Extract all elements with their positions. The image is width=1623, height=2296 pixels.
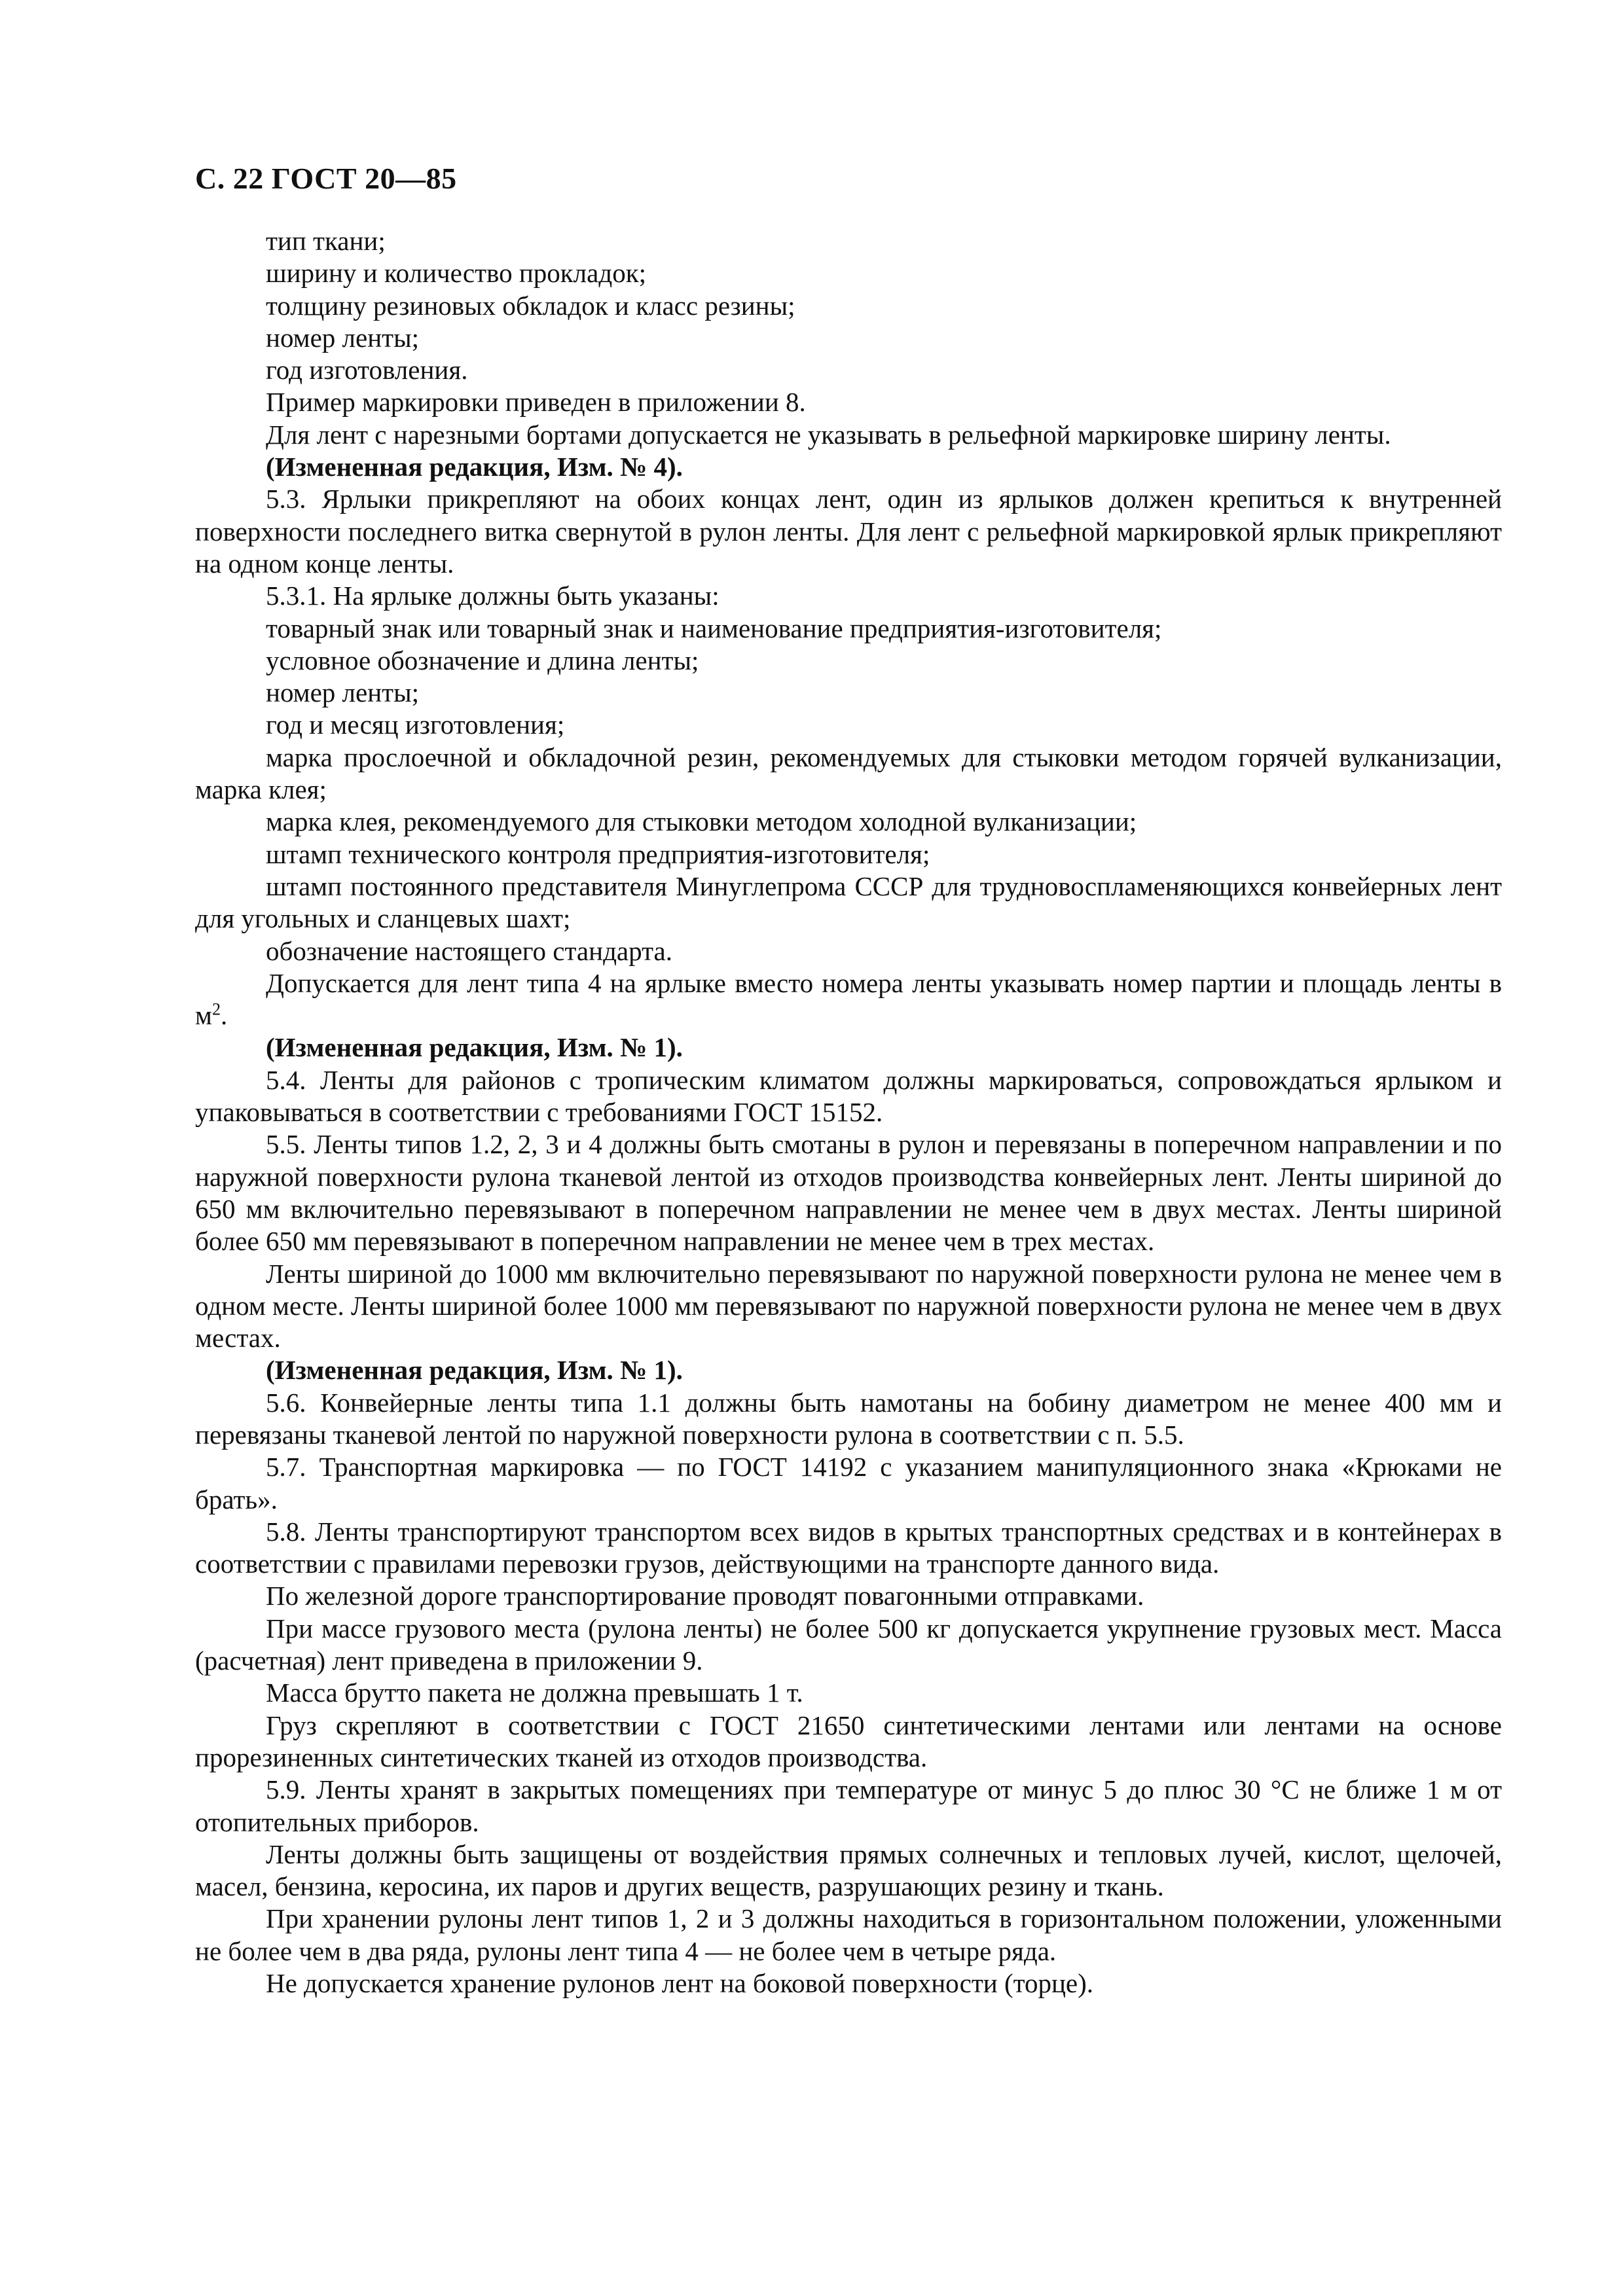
paragraph-text: (Измененная редакция, Изм. № 1). <box>266 1032 683 1063</box>
paragraph-text: номер ленты; <box>266 322 420 353</box>
paragraph <box>195 1839 1502 1903</box>
paragraph-text: По железной дороге транспортирование проводят повагонными отправками. <box>266 1581 1144 1611</box>
document-body <box>195 225 1502 2000</box>
paragraph <box>195 935 1502 967</box>
paragraph <box>195 1710 1502 1774</box>
paragraph <box>195 967 1502 1032</box>
paragraph <box>195 290 1502 322</box>
revision-note <box>195 1354 1502 1386</box>
paragraph <box>195 1258 1502 1355</box>
paragraph-text: год и месяц изготовления; <box>266 709 565 740</box>
paragraph-text: 5.8. Ленты транспортируют транспортом всех видов в крытых транспортных средствах и в контейнерах в соответствии с правилами перевозки грузов, действующими на транспорте данного вида. <box>195 1516 1502 1579</box>
paragraph <box>195 1128 1502 1257</box>
paragraph <box>195 709 1502 741</box>
paragraph-text: ширину и количество прокладок; <box>266 258 647 289</box>
paragraph <box>195 870 1502 935</box>
paragraph-text: 5.3. Ярлыки прикрепляют на обоих концах лент, один из ярлыков должен крепиться к внутренней поверхности последнего витка свернутой в рулон ленты. Для лент с рельефной маркировкой ярлык прикрепляют на одном конце ленты. <box>195 484 1502 579</box>
paragraph-text: Не допускается хранение рулонов лент на боковой поверхности (торце). <box>266 1968 1094 1999</box>
paragraph <box>195 1580 1502 1612</box>
page-header: С. 22 ГОСТ 20—85 <box>195 162 457 195</box>
paragraph <box>195 1967 1502 2000</box>
paragraph-text: условное обозначение и длина ленты; <box>266 645 699 675</box>
paragraph-text: Ленты шириной до 1000 мм включительно перевязывают по наружной поверхности рулона не менее чем в одном месте. Ленты шириной более 1000 мм перевязывают по наружной поверхности рулона не менее чем в двух местах. <box>195 1258 1502 1354</box>
paragraph-text: 5.6. Конвейерные ленты типа 1.1 должны быть намотаны на бобину диаметром не менее 400 мм и перевязаны тканевой лентой по наружной поверхности рулона в соответствии с п. 5.5. <box>195 1387 1502 1450</box>
paragraph-text: (Измененная редакция, Изм. № 4). <box>266 452 683 482</box>
paragraph <box>195 354 1502 386</box>
paragraph-text: Груз скрепляют в соответствии с ГОСТ 21650 синтетическими лентами или лентами на основе прорезиненных синтетических тканей из отходов производства. <box>195 1710 1502 1772</box>
paragraph <box>195 613 1502 645</box>
paragraph-text: штамп технического контроля предприятия-изготовителя; <box>266 838 930 869</box>
paragraph <box>195 1677 1502 1709</box>
paragraph-text: 5.4. Ленты для районов с тропическим климатом должны маркироваться, сопровождаться ярлыком и упаковываться в соответствии с требованиями ГОСТ 15152. <box>195 1064 1502 1128</box>
paragraph-text: штамп постоянного представителя Минуглепрома СССР для трудновоспламеняющихся конвейерных лент для угольных и сланцевых шахт; <box>195 870 1502 934</box>
paragraph-text: товарный знак или товарный знак и наименование предприятия-изготовителя; <box>266 613 1162 643</box>
paragraph <box>195 225 1502 257</box>
paragraph-text: (Измененная редакция, Изм. № 1). <box>266 1355 683 1386</box>
paragraph <box>195 1613 1502 1677</box>
paragraph-text: толщину резиновых обкладок и класс резины; <box>266 290 795 321</box>
paragraph-text: Пример маркировки приведен в приложении 8. <box>266 387 806 418</box>
paragraph-text: При массе грузового места (рулона ленты) не более 500 кг допускается укрупнение грузовых мест. Масса (расчетная) лент приведена в приложении 9. <box>195 1613 1502 1676</box>
paragraph <box>195 1903 1502 1967</box>
paragraph-text: Ленты должны быть защищены от воздействия прямых солнечных и тепловых лучей, кислот, щелочей, масел, бензина, керосина, их паров и других веществ, разрушающих резину и ткань. <box>195 1839 1502 1902</box>
paragraph-text: марка прослоечной и обкладочной резин, рекомендуемых для стыковки методом горячей вулканизации, марка клея; <box>195 742 1502 805</box>
paragraph <box>195 322 1502 354</box>
paragraph-text: Масса брутто пакета не должна превышать 1 т. <box>266 1677 803 1708</box>
paragraph-text-tail: . <box>220 1000 228 1031</box>
superscript: 2 <box>211 999 221 1019</box>
paragraph-text: тип ткани; <box>266 226 386 256</box>
paragraph <box>195 386 1502 418</box>
paragraph-text: 5.5. Ленты типов 1.2, 2, 3 и 4 должны быть смотаны в рулон и перевязаны в поперечном направлении и по наружной поверхности рулона тканевой лентой из отходов производства конвейерных лент. Ленты шириной до 650 мм включительно перевязывают в поперечном направлении не менее чем в двух местах. Ленты шириной более 650 мм перевязывают в поперечном направлении не менее чем в трех местах. <box>195 1129 1502 1257</box>
paragraph <box>195 1516 1502 1581</box>
paragraph <box>195 1774 1502 1839</box>
revision-note <box>195 1031 1502 1064</box>
paragraph-text: номер ленты; <box>266 677 420 708</box>
paragraph-text: 5.7. Транспортная маркировка — по ГОСТ 14192 с указанием манипуляционного знака «Крюками не брать». <box>195 1452 1502 1515</box>
paragraph-text: обозначение настоящего стандарта. <box>266 935 672 966</box>
paragraph-text: год изготовления. <box>266 355 468 386</box>
paragraph <box>195 1387 1502 1452</box>
revision-note <box>195 451 1502 483</box>
paragraph <box>195 1451 1502 1516</box>
paragraph <box>195 838 1502 870</box>
paragraph <box>195 419 1502 451</box>
paragraph <box>195 742 1502 806</box>
paragraph-text: Допускается для лент типа 4 на ярлыке вместо номера ленты указывать номер партии и площадь ленты в м <box>195 967 1502 1031</box>
paragraph <box>195 645 1502 677</box>
paragraph <box>195 483 1502 580</box>
paragraph <box>195 257 1502 289</box>
paragraph-text: При хранении рулоны лент типов 1, 2 и 3 должны находиться в горизонтальном положении, уложенными не более чем в два ряда, рулоны лент типа 4 — не более чем в четыре ряда. <box>195 1903 1502 1966</box>
paragraph-text: Для лент с нарезными бортами допускается не указывать в рельефной маркировке ширину ленты. <box>266 419 1391 450</box>
paragraph <box>195 806 1502 838</box>
paragraph-text: 5.3.1. На ярлыке должны быть указаны: <box>266 581 720 611</box>
paragraph <box>195 677 1502 709</box>
paragraph-text: 5.9. Ленты хранят в закрытых помещениях при температуре от минус 5 до плюс 30 °С не ближе 1 м от отопительных приборов. <box>195 1774 1502 1837</box>
paragraph <box>195 1064 1502 1129</box>
paragraph <box>195 580 1502 612</box>
paragraph-text: марка клея, рекомендуемого для стыковки методом холодной вулканизации; <box>266 806 1137 837</box>
